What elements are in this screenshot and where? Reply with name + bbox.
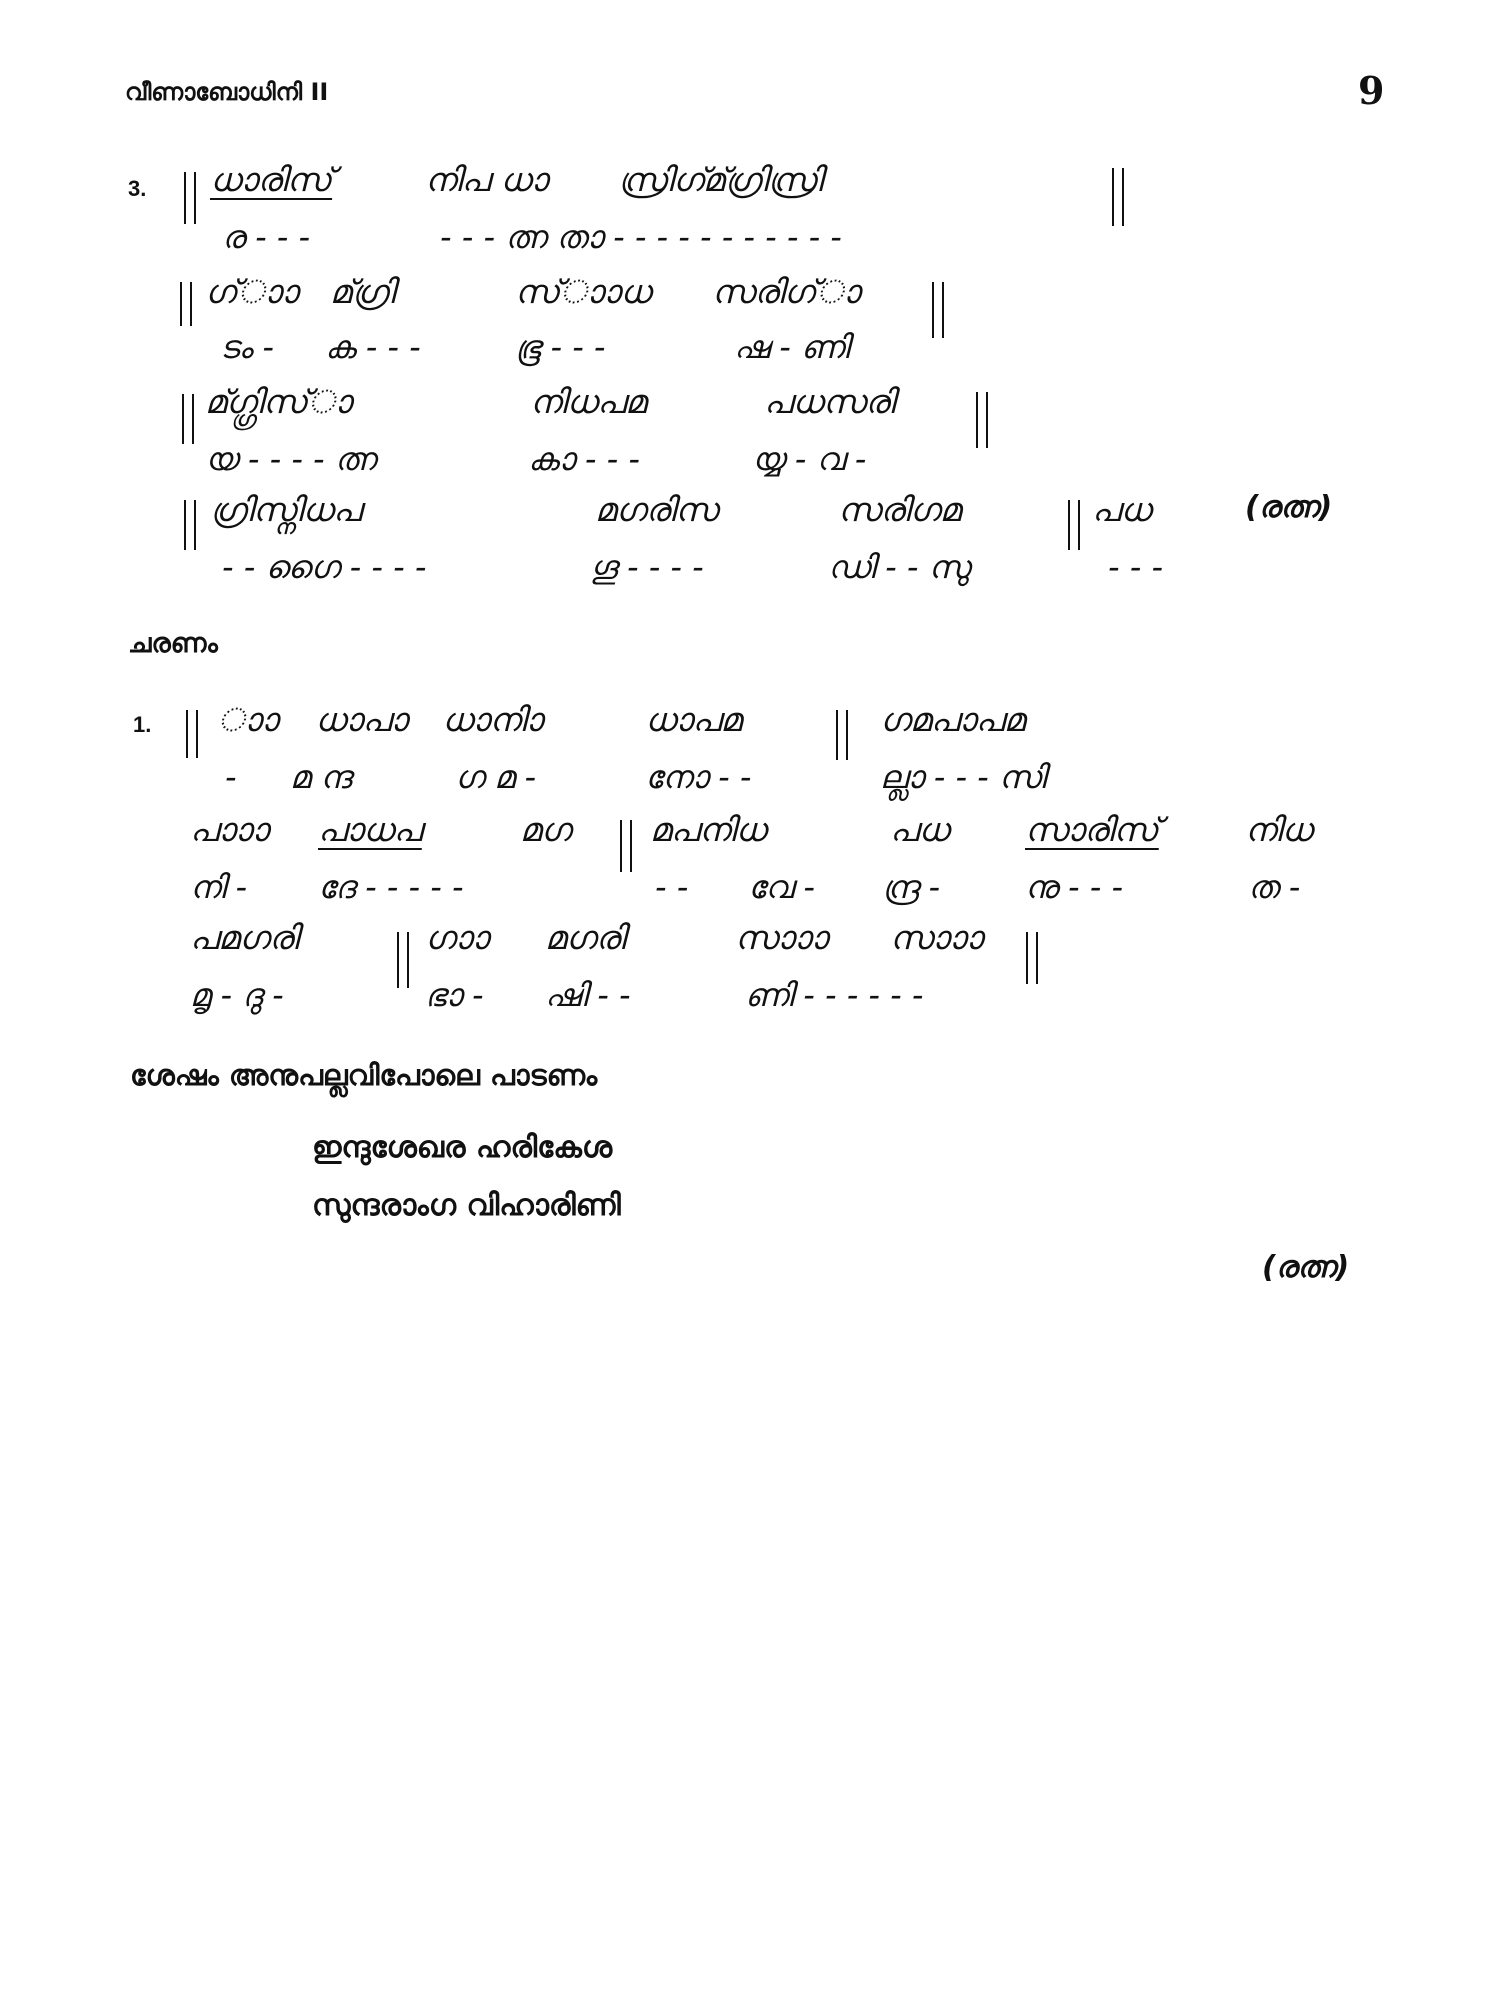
double-bar-line [1068,500,1080,550]
lyric-syllables: നോ - - [645,758,752,796]
lyric-syllables: ഗ മ - [455,758,537,796]
double-bar-line [186,710,198,758]
swara-group: സാാാ [735,918,828,957]
swara-group: ഗ്ാാ [205,272,298,311]
swara-group: ഗമപാപമ [880,700,1025,739]
swara-group: മഗരിസ [595,490,718,529]
swara-group: പമഗരി [190,918,299,957]
instruction-text: ശേഷം അനുപല്ലവിപോലെ പാടണം [130,1058,598,1092]
lyric-syllables: ഷ - ണി [734,328,850,366]
lyric-syllables: - - [655,868,689,906]
lyric-syllables: ഭാ - [425,976,484,1014]
swara-group: ധാപമ [645,700,742,739]
double-bar-line [1112,168,1124,226]
swara-group: പാധപ [318,810,422,849]
lyric-syllables: ഗൂ - - - - [590,548,704,586]
double-bar-line [932,282,944,338]
verse-line: ഇന്ദുശേഖര ഹരികേശ [312,1130,613,1165]
swara-group: നിപ ധാ [425,160,548,199]
lyric-syllables: ഷി - - [545,976,631,1014]
swara-group: നിധ [1245,810,1313,849]
item-number: 3. [128,176,147,201]
double-bar-line [620,820,632,872]
swara-group: സരിഗമ [838,490,961,529]
lyric-syllables: ല്ലാ - - - സി [880,758,1046,796]
lyric-syllables: യ - - - - ത്ന [205,440,376,478]
swara-group: മ്ഗ്രി [330,272,395,311]
double-bar-line [397,932,409,988]
lyric-syllables: - - - ത്ന താ - - - - - - - - - - - [440,218,842,256]
lyric-syllables: മൃ - ദു - [190,976,284,1014]
swara-group: പധ [890,810,949,849]
swara-group: ധാപാ [315,700,408,739]
page-number: 9 [1358,68,1385,113]
swara-group: മ്ഗ്ഗ്രിസ്ാ [205,382,352,421]
lyric-syllables: ഭൂ - - - [515,328,606,366]
double-bar-line [976,392,988,448]
lyric-syllables: ണി - - - - - - [745,976,924,1014]
lyric-syllables: ദേ - - - - - [318,868,464,906]
lyric-syllables: - - - [1108,548,1163,586]
double-bar-line [1026,932,1038,984]
swara-group: സാരിസ് [1025,810,1159,849]
lyric-syllables: ക - - - [325,328,421,366]
closing-refrain-reference: (രത്ന) [1262,1250,1350,1285]
double-bar-line [184,500,196,550]
double-bar-line [182,394,194,444]
section-heading: ചരണം [128,628,218,659]
double-bar-line [180,282,192,326]
swara-group: സാാാ [890,918,983,957]
lyric-syllables: നി - [190,868,248,906]
lyric-syllables: ടം - [220,328,274,366]
swara-group: ഗാാ [425,918,489,957]
double-bar-line [184,172,196,224]
lyric-syllables: - - ഗൈ - - - - [222,548,427,586]
lyric-syllables: കാ - - - [528,440,640,478]
swara-group: ധാനിാ [442,700,543,739]
swara-group: ാാ [218,700,278,739]
lyric-syllables: നു - - - [1025,868,1124,906]
swara-group: പാാാ [190,810,269,849]
book-title: വീണാബോധിനി II [125,78,329,106]
lyric-syllables: യ്യ - വ - [752,440,867,478]
swara-group: ധാരിസ് [210,160,333,199]
swara-group: പധസരി [764,382,895,421]
swara-group: സ്ാാധ [515,272,651,311]
lyric-syllables: ന്ദ്ര - [882,868,941,906]
swara-group: മഗരി [545,918,626,957]
double-bar-line [836,710,848,760]
item-number: 1. [133,712,152,737]
swara-group: നിധപമ [530,382,647,421]
swara-group: സരിഗ്ാ [712,272,860,311]
swara-group: മപനിധ [650,810,767,849]
swara-group: പധ [1092,490,1151,529]
verse-line: സുന്ദരാംഗ വിഹാരിണി [312,1188,621,1223]
swara-group: ഗ്രിസ്നിധപ [210,490,362,529]
lyric-syllables: മ ന്ദ [290,758,352,796]
swara-group: മഗ [520,810,571,849]
lyric-syllables: വേ - [748,868,815,906]
lyric-syllables: ര - - - [222,218,311,256]
swara-group: സ്രിഗ്മ്ഗ്രിസ്രി [618,160,823,199]
lyric-syllables: ഡി - - സു [828,548,970,586]
refrain-reference: (രത്ന) [1245,490,1333,525]
lyric-syllables: ത - [1248,868,1301,906]
lyric-syllables: - [225,758,237,796]
